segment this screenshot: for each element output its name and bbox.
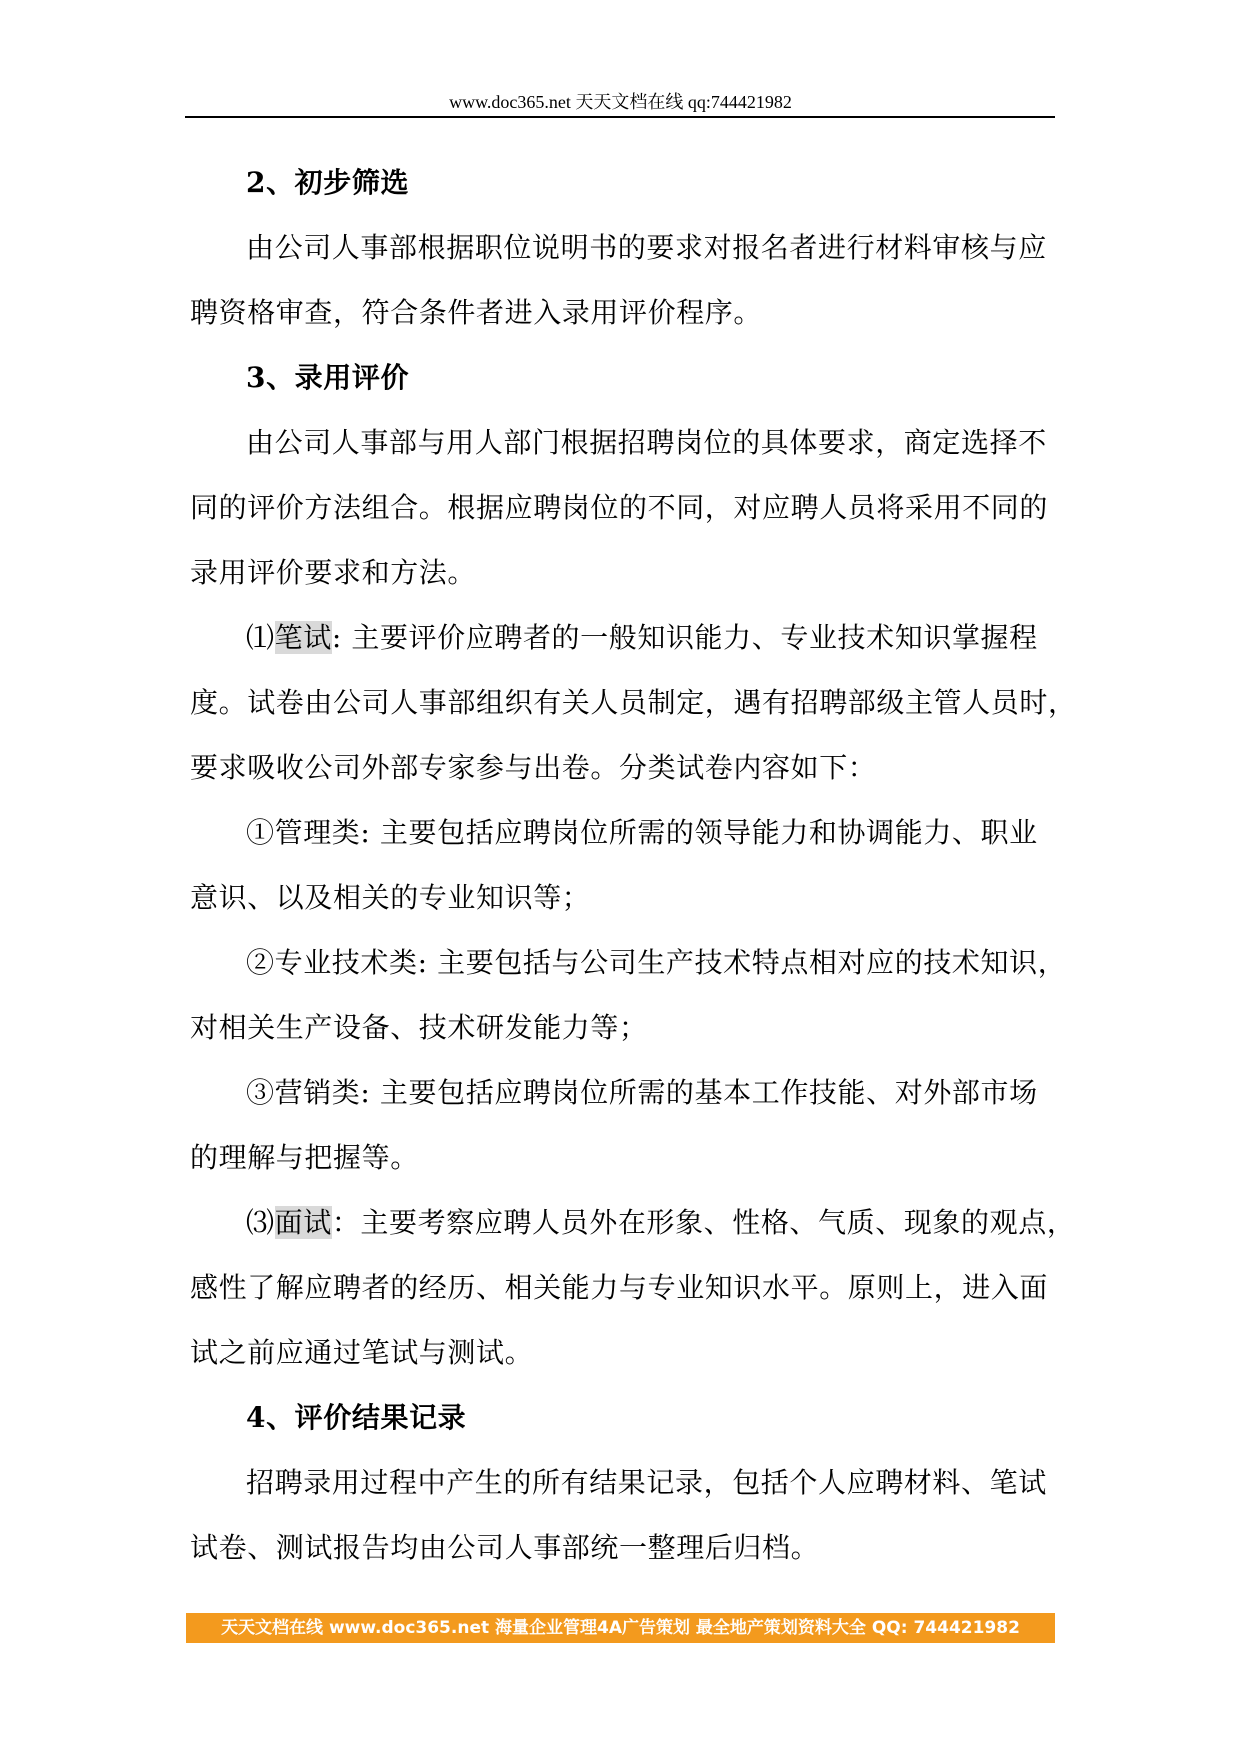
list-marker: ⑴ <box>246 621 275 654</box>
paragraph-line: 同的评价方法组合。根据应聘岗位的不同，对应聘人员将采用不同的 <box>190 491 1049 524</box>
paragraph-line: 试卷、测试报告均由公司人事部统一整理后归档。 <box>190 1531 820 1564</box>
paragraph-line: 的理解与把握等。 <box>190 1141 419 1174</box>
list-marker: ⑶ <box>246 1206 275 1239</box>
section-heading-result-records: 4、评价结果记录 <box>246 1401 467 1434</box>
paragraph-line: 度。试卷由公司人事部组织有关人员制定，遇有招聘部级主管人员时， <box>190 686 1077 719</box>
paragraph-line: 感性了解应聘者的经历、相关能力与专业知识水平。原则上，进入面 <box>190 1271 1049 1304</box>
section-heading-hiring-evaluation: 3、录用评价 <box>246 361 410 394</box>
footer-banner: 天天文档在线 www.doc365.net 海量企业管理4A广告策划 最全地产策划资料大全 QQ: 744421982 <box>186 1613 1055 1643</box>
paragraph-line: 试之前应通过笔试与测试。 <box>190 1336 534 1369</box>
interview-line <box>190 1190 1076 1255</box>
category-technical-line: ②专业技术类: 主要包括与公司生产技术特点相对应的技术知识， <box>246 946 1067 979</box>
paragraph-line: 由公司人事部根据职位说明书的要求对报名者进行材料审核与应 <box>246 231 1047 264</box>
section-heading-preliminary-screening: 2、初步筛选 <box>246 166 410 199</box>
written-test-line <box>190 605 1060 670</box>
highlighted-term-interview: 面试 <box>274 1206 332 1239</box>
document-body <box>190 150 1077 1580</box>
paragraph-line: 由公司人事部与用人部门根据招聘岗位的具体要求，商定选择不 <box>246 426 1047 459</box>
category-marketing-line: ③营销类: 主要包括应聘岗位所需的基本工作技能、对外部市场 <box>246 1076 1038 1109</box>
page-header: www.doc365.net 天天文档在线 qq:744421982 <box>449 92 792 112</box>
paragraph-line: 要求吸收公司外部专家参与出卷。分类试卷内容如下： <box>190 751 877 784</box>
paragraph-line: 意识、以及相关的专业知识等； <box>190 881 591 914</box>
paragraph-line: 对相关生产设备、技术研发能力等； <box>190 1011 648 1044</box>
paragraph-line: 招聘录用过程中产生的所有结果记录，包括个人应聘材料、笔试 <box>246 1466 1047 1499</box>
paragraph-text: : 主要评价应聘者的一般知识能力、专业技术知识掌握程 <box>331 621 1038 654</box>
paragraph-text: ：主要考察应聘人员外在形象、性格、气质、现象的观点， <box>331 1206 1076 1239</box>
paragraph-line: 聘资格审查，符合条件者进入录用评价程序。 <box>190 296 763 329</box>
header-divider <box>185 116 1055 118</box>
highlighted-term-written-test: 笔试 <box>274 621 332 654</box>
category-management-line: ①管理类: 主要包括应聘岗位所需的领导能力和协调能力、职业 <box>246 816 1038 849</box>
paragraph-line: 录用评价要求和方法。 <box>190 556 477 589</box>
